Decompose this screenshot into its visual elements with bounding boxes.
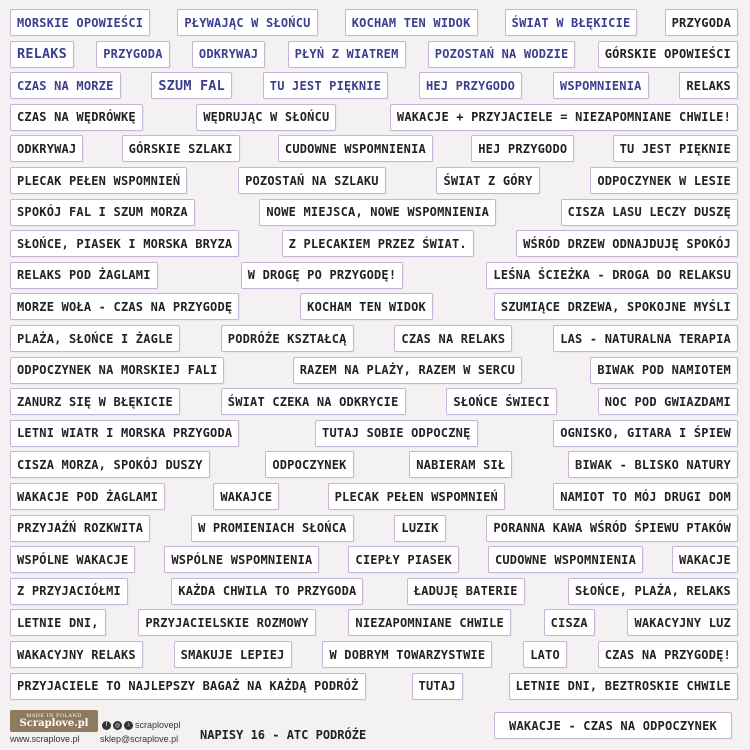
text-label: TU JEST PIĘKNIE (613, 135, 738, 162)
text-label: CISZA MORZA, SPOKÓJ DUSZY (10, 451, 210, 478)
text-label: TUTAJ SOBIE ODPOCZNĘ (315, 420, 478, 447)
text-label: CISZA LASU LECZY DUSZĘ (561, 199, 738, 226)
text-label: PRZYGODA (96, 41, 169, 68)
text-label: WĘDRUJĄC W SŁOŃCU (196, 104, 336, 131)
text-label: LETNIE DNI, BEZTROSKIE CHWILE (509, 673, 738, 700)
label-row (10, 325, 738, 352)
text-label: SŁOŃCE, PIASEK I MORSKA BRYZA (10, 230, 239, 257)
text-label: KOCHAM TEN WIDOK (345, 9, 478, 36)
brand-logo (10, 710, 98, 732)
text-label: NIEZAPOMNIANE CHWILE (348, 609, 511, 636)
text-label: ŚWIAT Z GÓRY (436, 167, 539, 194)
social-handle: scraplovepl (135, 720, 181, 730)
text-label: TU JEST PIĘKNIE (263, 72, 388, 99)
text-label: CZAS NA RELAKS (394, 325, 512, 352)
sheet-title: NAPISY 16 - ATC PODRÓŻE (200, 728, 367, 742)
text-label: MORZE WOŁA - CZAS NA PRZYGODĘ (10, 293, 239, 320)
text-label: PRZYJACIELSKIE ROZMOWY (138, 609, 315, 636)
text-label: WAKACJE (672, 546, 738, 573)
text-label: NOC POD GWIAZDAMI (598, 388, 738, 415)
text-label: W DOBRYM TOWARZYSTWIE (322, 641, 492, 668)
label-row (10, 167, 738, 194)
text-label: KOCHAM TEN WIDOK (300, 293, 433, 320)
text-label: BIWAK POD NAMIOTEM (590, 357, 738, 384)
logo-brand: Scraplove.pl (19, 717, 89, 729)
text-label: PŁYWAJĄC W SŁOŃCU (177, 9, 317, 36)
text-label: WAKACYJNY RELAKS (10, 641, 143, 668)
text-label: WSPÓLNE WAKACJE (10, 546, 135, 573)
text-label: W DROGĘ PO PRZYGODĘ! (241, 262, 404, 289)
text-label: ŚWIAT W BŁĘKICIE (505, 9, 638, 36)
text-label: CZAS NA WĘDRÓWKĘ (10, 104, 143, 131)
text-label: LUZIK (394, 515, 445, 542)
text-label: GÓRSKIE SZLAKI (122, 135, 240, 162)
text-label: WSPOMNIENIA (553, 72, 649, 99)
text-label: WAKACYJNY LUZ (627, 609, 738, 636)
text-label: ODKRYWAJ (10, 135, 83, 162)
text-label: BIWAK - BLISKO NATURY (568, 451, 738, 478)
label-row (10, 230, 738, 257)
text-label: RAZEM NA PLAŻY, RAZEM W SERCU (293, 357, 522, 384)
text-label: LETNIE DNI, (10, 609, 106, 636)
text-label: WAKAJCE (213, 483, 279, 510)
text-label: NABIERAM SIŁ (409, 451, 512, 478)
text-label: LETNI WIATR I MORSKA PRZYGODA (10, 420, 239, 447)
text-label: PLECAK PEŁEN WSPOMNIEŃ (328, 483, 505, 510)
text-label: SŁOŃCE, PLAŻA, RELAKS (568, 578, 738, 605)
facebook-icon: f (102, 721, 111, 730)
label-row (10, 104, 738, 131)
text-label: SPOKÓJ FAL I SZUM MORZA (10, 199, 195, 226)
label-row (10, 135, 738, 162)
text-label: WSPÓLNE WSPOMNIENIA (164, 546, 319, 573)
text-label: ŁADUJĘ BATERIE (407, 578, 525, 605)
instagram-icon: ◎ (114, 722, 121, 729)
text-label: OGNISKO, GITARA I ŚPIEW (553, 420, 738, 447)
logo-tagline: MADE IN POLAND (26, 712, 82, 719)
text-label: CUDOWNE WSPOMNIENIA (278, 135, 433, 162)
text-label: NOWE MIEJSCA, NOWE WSPOMNIENIA (259, 199, 496, 226)
label-last: WAKACJE - CZAS NA ODPOCZYNEK (494, 712, 732, 739)
text-label: WAKACJE POD ŻAGLAMI (10, 483, 165, 510)
text-label: RELAKS (679, 72, 738, 99)
text-label: PRZYGODA (665, 9, 738, 36)
text-label: LATO (523, 641, 567, 668)
label-row (10, 199, 738, 226)
text-label: ŚWIAT CZEKA NA ODKRYCIE (221, 388, 406, 415)
label-row (10, 483, 738, 510)
label-row (10, 578, 738, 605)
label-row (10, 357, 738, 384)
text-label: HEJ PRZYGODO (471, 135, 574, 162)
text-label: CIEPŁY PIASEK (348, 546, 459, 573)
label-row (10, 72, 738, 99)
label-row (10, 641, 738, 668)
text-label: PLECAK PEŁEN WSPOMNIEŃ (10, 167, 187, 194)
text-label: POZOSTAŃ NA WODZIE (428, 41, 576, 68)
text-label: GÓRSKIE OPOWIEŚCI (598, 41, 738, 68)
label-row (10, 293, 738, 320)
label-row (10, 673, 738, 700)
text-label: LAS - NATURALNA TERAPIA (553, 325, 738, 352)
label-row (10, 388, 738, 415)
text-label: RELAKS POD ŻAGLAMI (10, 262, 158, 289)
email-link[interactable]: sklep@scraplove.pl (100, 734, 179, 744)
text-label: NAMIOT TO MÓJ DRUGI DOM (553, 483, 738, 510)
text-label: MORSKIE OPOWIEŚCI (10, 9, 150, 36)
label-row (10, 451, 738, 478)
text-label: WAKACJE + PRZYJACIELE = NIEZAPOMNIANE CHWILE! (390, 104, 738, 131)
text-label: SMAKUJE LEPIEJ (174, 641, 292, 668)
text-label: WŚRÓD DRZEW ODNAJDUJĘ SPOKÓJ (516, 230, 738, 257)
text-label: PORANNA KAWA WŚRÓD ŚPIEWU PTAKÓW (486, 515, 738, 542)
text-label: PODRÓŻE KSZTAŁCĄ (221, 325, 354, 352)
label-row (10, 546, 738, 573)
text-label: PRZYJACIELE TO NAJLEPSZY BAGAŻ NA KAŻDĄ PODRÓŻ (10, 673, 366, 700)
text-label: SZUM FAL (151, 72, 232, 99)
text-label: SŁOŃCE ŚWIECI (446, 388, 557, 415)
text-label: KAŻDA CHWILA TO PRZYGODA (171, 578, 363, 605)
text-label: ODPOCZYNEK NA MORSKIEJ FALI (10, 357, 224, 384)
text-label: PLAŻA, SŁOŃCE I ŻAGLE (10, 325, 180, 352)
text-label: CZAS NA MORZE (10, 72, 121, 99)
text-label: Z PLECAKIEM PRZEZ ŚWIAT. (282, 230, 474, 257)
label-row (10, 262, 738, 289)
label-row (10, 41, 738, 68)
label-row (10, 420, 738, 447)
website-link[interactable]: www.scraplove.pl (10, 734, 80, 744)
text-label: ODKRYWAJ (192, 41, 265, 68)
text-label: W PROMIENIACH SŁOŃCA (191, 515, 354, 542)
tiktok-icon: ♪ (124, 721, 133, 730)
social-handles (102, 720, 181, 730)
text-label: RELAKS (10, 41, 74, 68)
text-label: HEJ PRZYGODO (419, 72, 522, 99)
text-label: CZAS NA PRZYGODĘ! (598, 641, 738, 668)
text-label: CISZA (544, 609, 595, 636)
text-label: LEŚNA ŚCIEŻKA - DROGA DO RELAKSU (486, 262, 738, 289)
text-label: Z PRZYJACIÓŁMI (10, 578, 128, 605)
text-label: SZUMIĄCE DRZEWA, SPOKOJNE MYŚLI (494, 293, 738, 320)
text-label: TUTAJ (412, 673, 463, 700)
text-label: CUDOWNE WSPOMNIENIA (488, 546, 643, 573)
text-label: POZOSTAŃ NA SZLAKU (238, 167, 386, 194)
text-label: PRZYJAŹŃ ROZKWITA (10, 515, 150, 542)
text-label: ODPOCZYNEK W LESIE (590, 167, 738, 194)
label-row (10, 515, 738, 542)
label-row (10, 9, 738, 36)
text-label: ODPOCZYNEK (265, 451, 353, 478)
text-label: ZANURZ SIĘ W BŁĘKICIE (10, 388, 180, 415)
label-row (10, 609, 738, 636)
text-label: PŁYŃ Z WIATREM (288, 41, 406, 68)
